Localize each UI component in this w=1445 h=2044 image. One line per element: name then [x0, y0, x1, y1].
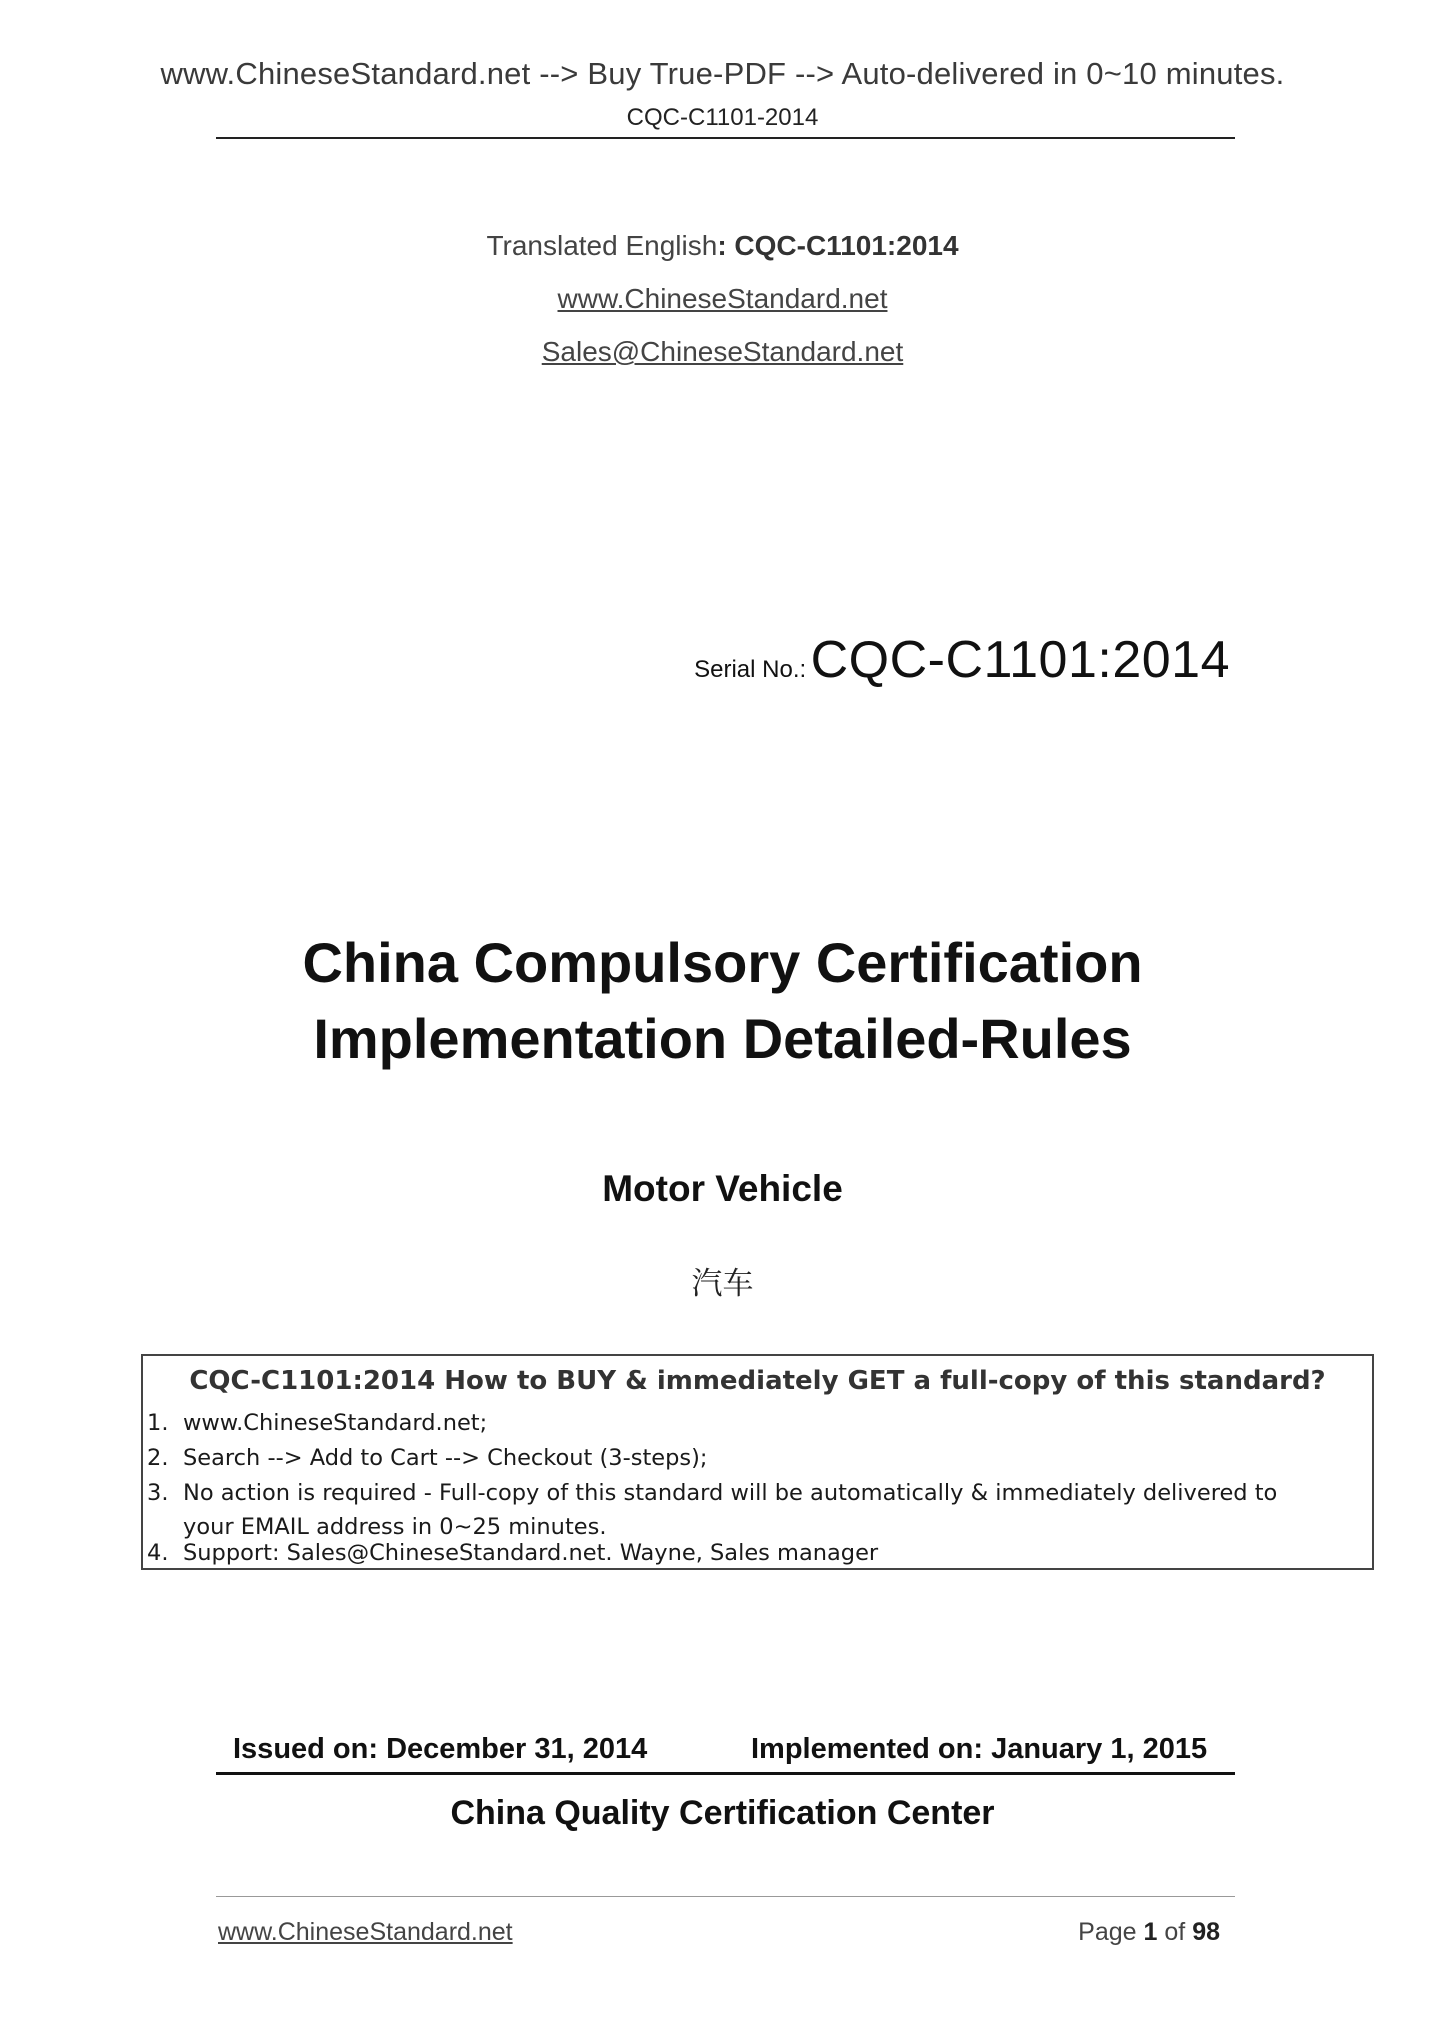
translated-label: Translated English: [486, 230, 718, 261]
purchase-box-heading: CQC-C1101:2014 How to BUY & immediately GET a full-copy of this standard?: [189, 1366, 1326, 1396]
document-subtitle-chinese: 汽车: [691, 1266, 754, 1301]
sales-email-link[interactable]: Sales@ChineseStandard.net: [541, 336, 904, 367]
implemented-date: Implemented on: January 1, 2015: [751, 1733, 1208, 1765]
step-number: 1.: [147, 1410, 169, 1436]
step-text: Support: Sales@ChineseStandard.net. Wayne, Sales manager: [183, 1540, 879, 1566]
website-link[interactable]: www.ChineseStandard.net: [557, 283, 888, 314]
page-label: Page: [1078, 1918, 1137, 1946]
page-of: of: [1164, 1918, 1186, 1946]
step-text: Search --> Add to Cart --> Checkout (3-steps);: [183, 1445, 708, 1471]
purchase-step: [147, 1445, 708, 1471]
issuing-organization: China Quality Certification Center: [450, 1794, 995, 1832]
step-number: 3.: [147, 1480, 169, 1506]
page-total: 98: [1192, 1918, 1220, 1946]
step-text: www.ChineseStandard.net;: [183, 1410, 488, 1436]
step-number: 4.: [147, 1540, 169, 1566]
document-title-line-2: Implementation Detailed-Rules: [313, 1007, 1132, 1070]
serial-label: Serial No.:: [694, 656, 807, 683]
dates-divider: [216, 1772, 1235, 1775]
document-title-line-1: China Compulsory Certification: [302, 931, 1143, 994]
header-standard-code: CQC-C1101-2014: [626, 104, 819, 131]
serial-value: CQC-C1101:2014: [810, 631, 1230, 689]
issued-date: Issued on: December 31, 2014: [233, 1733, 648, 1765]
serial-number: [694, 630, 1230, 690]
purchase-info-box: [141, 1354, 1374, 1570]
document-subtitle: Motor Vehicle: [602, 1168, 843, 1209]
page-number: [1078, 1918, 1220, 1947]
footer-divider: [216, 1896, 1235, 1897]
translated-code: : CQC-C1101:2014: [717, 230, 959, 261]
purchase-step: [147, 1480, 1277, 1506]
purchase-step-continuation: your EMAIL address in 0~25 minutes.: [183, 1514, 607, 1540]
step-text: No action is required - Full-copy of this standard will be automatically & immediately delivered to: [183, 1480, 1278, 1506]
top-banner: www.ChineseStandard.net --> Buy True-PDF --> Auto-delivered in 0~10 minutes.: [160, 56, 1285, 91]
translated-english-line: [0, 230, 1445, 262]
header-divider: [216, 137, 1235, 139]
footer-website-link[interactable]: www.ChineseStandard.net: [218, 1918, 513, 1946]
purchase-step: [147, 1540, 878, 1566]
step-number: 2.: [147, 1445, 169, 1471]
purchase-step: [147, 1410, 487, 1436]
page-current: 1: [1143, 1918, 1158, 1946]
